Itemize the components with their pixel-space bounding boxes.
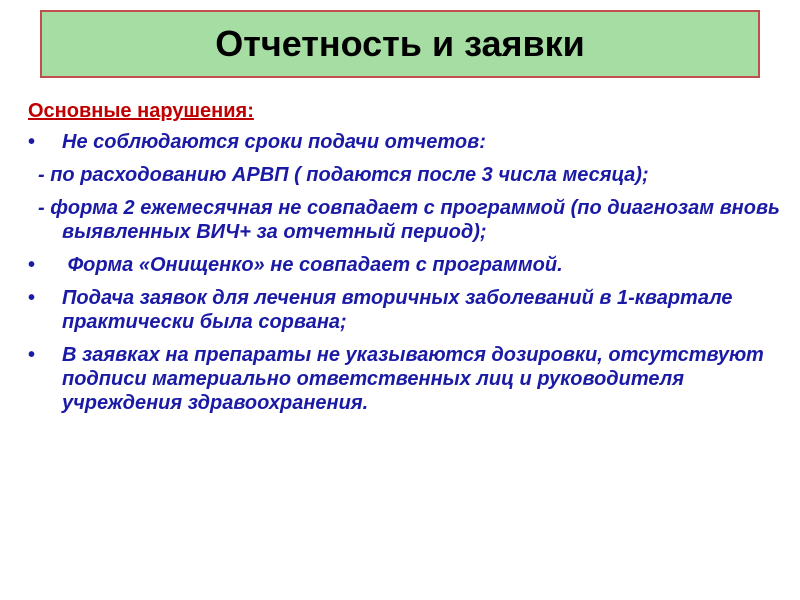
list-item <box>28 343 788 415</box>
list-item-text: - форма 2 ежемесячная не совпадает с программой (по диагнозам вновь выявленных ВИЧ+ за отчетный период); <box>38 197 780 243</box>
list-item <box>28 196 788 244</box>
list-item-text: Не соблюдаются сроки подачи отчетов: <box>62 131 486 153</box>
slide-content <box>28 98 788 424</box>
list-item-text: В заявках на препараты не указываются дозировки, отсутствуют подписи материально ответственных лиц и руководителя учреждения здравоохранения. <box>62 344 764 414</box>
page-title: Отчетность и заявки <box>215 23 585 64</box>
bullet-icon: • <box>28 131 36 153</box>
list-item <box>28 163 788 187</box>
list-item <box>28 253 788 277</box>
bullet-icon: • <box>28 287 36 309</box>
bullet-icon: • <box>28 344 36 366</box>
title-banner <box>40 10 760 78</box>
list-item-text: Подача заявок для лечения вторичных заболеваний в 1-квартале практически была сорвана; <box>62 287 733 333</box>
bullet-icon: • <box>28 254 36 276</box>
list-item-text: - по расходованию АРВП ( подаются после 3 числа месяца); <box>38 164 649 186</box>
section-heading: Основные нарушения: <box>28 100 254 122</box>
list-item-text: Форма «Онищенко» не совпадает с программой. <box>62 254 563 276</box>
list-item <box>28 130 788 154</box>
list-item <box>28 286 788 334</box>
